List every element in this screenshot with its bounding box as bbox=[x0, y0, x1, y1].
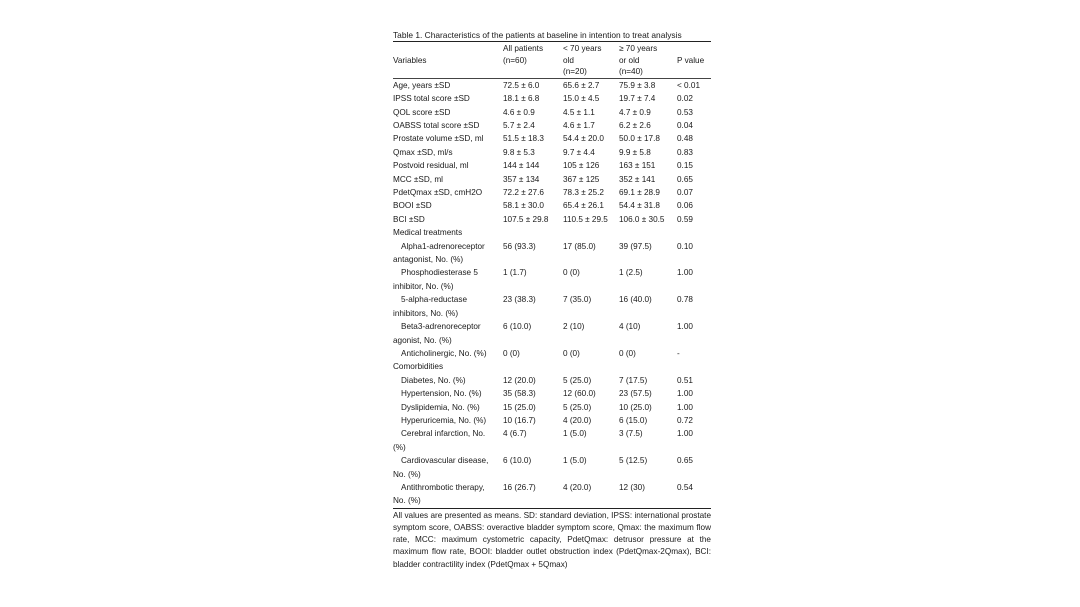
header-cell bbox=[393, 42, 503, 55]
cell-p-value: 1.00 bbox=[677, 268, 693, 278]
empty-cell bbox=[503, 280, 563, 293]
cell-under-70: 17 (85.0) bbox=[563, 241, 596, 251]
cell-all-patients: 15 (25.0) bbox=[503, 402, 536, 412]
cell-under-70: 4 (20.0) bbox=[563, 482, 592, 492]
cell-70-or-older: 23 (57.5) bbox=[619, 389, 652, 399]
empty-cell bbox=[563, 494, 619, 507]
cell-p-value: 0.72 bbox=[677, 415, 693, 425]
cell-under-70: 15.0 ± 4.5 bbox=[563, 94, 600, 104]
cell-all-patients: 16 (26.7) bbox=[503, 482, 536, 492]
empty-cell bbox=[503, 334, 563, 347]
cell-70-or-older: 50.0 ± 17.8 bbox=[619, 134, 660, 144]
row-label: OABSS total score ±SD bbox=[393, 121, 480, 130]
empty-cell bbox=[619, 307, 677, 320]
cell-p-value: 0.48 bbox=[677, 134, 693, 144]
cell-all-patients: 107.5 ± 29.8 bbox=[503, 214, 549, 224]
cell-all-patients: 56 (93.3) bbox=[503, 241, 536, 251]
empty-cell bbox=[677, 441, 711, 454]
row-label-continued: (%) bbox=[393, 442, 406, 452]
header-lt70-line1: < 70 years bbox=[563, 44, 602, 53]
cell-all-patients: 5.7 ± 2.4 bbox=[503, 121, 535, 130]
cell-p-value: 0.53 bbox=[677, 107, 693, 117]
cell-70-or-older: 1 (2.5) bbox=[619, 268, 643, 278]
cell-under-70: 367 ± 125 bbox=[563, 174, 600, 184]
cell-under-70: 78.3 ± 25.2 bbox=[563, 188, 604, 198]
section-heading-medical: Medical treatments bbox=[393, 228, 463, 238]
table-body bbox=[393, 79, 711, 508]
empty-cell bbox=[503, 307, 563, 320]
cell-p-value: < 0.01 bbox=[677, 80, 700, 90]
cell-under-70: 0 (0) bbox=[563, 268, 580, 278]
header-cell bbox=[677, 66, 711, 78]
table-row bbox=[393, 132, 711, 145]
cell-p-value: 1.00 bbox=[677, 389, 693, 399]
table-row bbox=[393, 293, 711, 306]
cell-under-70: 0 (0) bbox=[563, 348, 580, 358]
empty-cell bbox=[619, 334, 677, 347]
cell-70-or-older: 163 ± 151 bbox=[619, 161, 656, 171]
cell-p-value: 0.15 bbox=[677, 161, 693, 171]
header-ge70-line1: ≥ 70 years bbox=[619, 44, 658, 53]
header-p-value: P value bbox=[677, 55, 705, 65]
table-row bbox=[393, 253, 711, 266]
table-row bbox=[393, 173, 711, 186]
cell-all-patients: 9.8 ± 5.3 bbox=[503, 147, 535, 157]
row-label: MCC ±SD, ml bbox=[393, 174, 443, 184]
cell-70-or-older: 39 (97.5) bbox=[619, 241, 652, 251]
empty-cell bbox=[619, 280, 677, 293]
table-row bbox=[393, 334, 711, 347]
row-label: Cardiovascular disease, bbox=[401, 456, 489, 466]
row-label-continued: inhibitor, No. (%) bbox=[393, 281, 454, 291]
table-row bbox=[393, 468, 711, 481]
cell-p-value: 0.78 bbox=[677, 295, 693, 305]
header-all-line2: (n=60) bbox=[503, 55, 527, 65]
cell-under-70: 105 ± 126 bbox=[563, 161, 600, 171]
empty-cell bbox=[677, 253, 711, 266]
cell-all-patients: 6 (10.0) bbox=[503, 322, 532, 332]
table-row bbox=[393, 307, 711, 320]
cell-all-patients: 12 (20.0) bbox=[503, 375, 536, 385]
empty-cell bbox=[677, 334, 711, 347]
table-row bbox=[393, 226, 711, 239]
cell-all-patients: 72.2 ± 27.6 bbox=[503, 188, 544, 198]
cell-70-or-older: 0 (0) bbox=[619, 348, 636, 358]
empty-cell bbox=[503, 226, 563, 239]
cell-all-patients: 72.5 ± 6.0 bbox=[503, 80, 540, 90]
cell-p-value: - bbox=[677, 348, 680, 358]
empty-cell bbox=[677, 360, 711, 373]
header-all-line1: All patients bbox=[503, 44, 544, 53]
table-row bbox=[393, 240, 711, 253]
table-row bbox=[393, 401, 711, 414]
cell-under-70: 65.6 ± 2.7 bbox=[563, 80, 600, 90]
cell-under-70: 5 (25.0) bbox=[563, 375, 592, 385]
cell-p-value: 0.83 bbox=[677, 147, 693, 157]
cell-all-patients: 6 (10.0) bbox=[503, 456, 532, 466]
cell-70-or-older: 16 (40.0) bbox=[619, 295, 652, 305]
cell-all-patients: 144 ± 144 bbox=[503, 161, 540, 171]
cell-p-value: 0.10 bbox=[677, 241, 693, 251]
empty-cell bbox=[503, 494, 563, 507]
cell-p-value: 0.65 bbox=[677, 456, 693, 466]
header-lt70-line3: (n=20) bbox=[563, 67, 587, 77]
empty-cell bbox=[619, 360, 677, 373]
table-row bbox=[393, 387, 711, 400]
cell-all-patients: 357 ± 134 bbox=[503, 174, 540, 184]
header-variables: Variables bbox=[393, 55, 427, 65]
cell-p-value: 0.65 bbox=[677, 174, 693, 184]
row-label: Dyslipidemia, No. (%) bbox=[401, 402, 480, 412]
cell-p-value: 0.04 bbox=[677, 121, 693, 130]
row-label: IPSS total score ±SD bbox=[393, 94, 470, 104]
row-label: QOL score ±SD bbox=[393, 107, 451, 117]
table-row bbox=[393, 441, 711, 454]
cell-70-or-older: 10 (25.0) bbox=[619, 402, 652, 412]
table-row bbox=[393, 159, 711, 172]
row-label: Antithrombotic therapy, bbox=[401, 482, 485, 492]
cell-p-value: 0.59 bbox=[677, 214, 693, 224]
table-title: Table 1. Characteristics of the patients at baseline in intention to treat analysis bbox=[393, 30, 682, 40]
cell-p-value: 0.51 bbox=[677, 375, 693, 385]
row-label: BCI ±SD bbox=[393, 214, 425, 224]
cell-all-patients: 4 (6.7) bbox=[503, 429, 527, 439]
cell-p-value: 0.07 bbox=[677, 188, 693, 198]
header-ge70-line2: or old bbox=[619, 55, 640, 65]
table-row bbox=[393, 146, 711, 159]
empty-cell bbox=[677, 494, 711, 507]
empty-cell bbox=[677, 280, 711, 293]
row-label: Hypertension, No. (%) bbox=[401, 389, 482, 399]
row-label: 5-alpha-reductase bbox=[401, 295, 467, 305]
table-row bbox=[393, 494, 711, 507]
cell-70-or-older: 3 (7.5) bbox=[619, 429, 643, 439]
cell-all-patients: 10 (16.7) bbox=[503, 415, 536, 425]
cell-under-70: 54.4 ± 20.0 bbox=[563, 134, 604, 144]
row-label: Hyperuricemia, No. (%) bbox=[401, 415, 487, 425]
empty-cell bbox=[619, 441, 677, 454]
empty-cell bbox=[619, 494, 677, 507]
cell-70-or-older: 6 (15.0) bbox=[619, 415, 648, 425]
cell-all-patients: 51.5 ± 18.3 bbox=[503, 134, 544, 144]
cell-under-70: 4.5 ± 1.1 bbox=[563, 107, 595, 117]
cell-70-or-older: 7 (17.5) bbox=[619, 375, 648, 385]
cell-70-or-older: 6.2 ± 2.6 bbox=[619, 121, 651, 130]
cell-all-patients: 35 (58.3) bbox=[503, 389, 536, 399]
row-label: Phosphodiesterase 5 bbox=[401, 268, 478, 278]
cell-p-value: 1.00 bbox=[677, 402, 693, 412]
empty-cell bbox=[503, 253, 563, 266]
empty-cell bbox=[563, 280, 619, 293]
cell-70-or-older: 12 (30) bbox=[619, 482, 645, 492]
cell-p-value: 0.06 bbox=[677, 201, 693, 211]
section-heading-comorbidities: Comorbidities bbox=[393, 362, 444, 372]
empty-cell bbox=[677, 226, 711, 239]
cell-p-value: 1.00 bbox=[677, 322, 693, 332]
empty-cell bbox=[619, 253, 677, 266]
header-ge70-line3: (n=40) bbox=[619, 67, 643, 77]
row-label: BOOI ±SD bbox=[393, 201, 432, 211]
table-row bbox=[393, 280, 711, 293]
cell-70-or-older: 69.1 ± 28.9 bbox=[619, 188, 660, 198]
table-row bbox=[393, 92, 711, 105]
characteristics-table-body bbox=[393, 79, 711, 508]
empty-cell bbox=[563, 468, 619, 481]
table-row bbox=[393, 320, 711, 333]
row-label-continued: No. (%) bbox=[393, 496, 421, 506]
table-header bbox=[393, 42, 711, 78]
row-label: Postvoid residual, ml bbox=[393, 161, 469, 171]
empty-cell bbox=[677, 307, 711, 320]
cell-70-or-older: 352 ± 141 bbox=[619, 174, 656, 184]
row-label-continued: antagonist, No. (%) bbox=[393, 255, 464, 265]
cell-under-70: 4.6 ± 1.7 bbox=[563, 121, 595, 130]
empty-cell bbox=[563, 360, 619, 373]
cell-under-70: 2 (10) bbox=[563, 322, 585, 332]
cell-70-or-older: 4.7 ± 0.9 bbox=[619, 107, 651, 117]
empty-cell bbox=[563, 441, 619, 454]
row-label: Alpha1-adrenoreceptor bbox=[401, 241, 485, 251]
cell-under-70: 4 (20.0) bbox=[563, 415, 592, 425]
cell-p-value: 0.54 bbox=[677, 482, 693, 492]
row-label-continued: No. (%) bbox=[393, 469, 421, 479]
cell-all-patients: 0 (0) bbox=[503, 348, 520, 358]
cell-all-patients: 18.1 ± 6.8 bbox=[503, 94, 540, 104]
table-row bbox=[393, 186, 711, 199]
table-row bbox=[393, 414, 711, 427]
header-cell bbox=[677, 42, 711, 55]
empty-cell bbox=[563, 334, 619, 347]
table-row bbox=[393, 106, 711, 119]
row-label: PdetQmax ±SD, cmH2O bbox=[393, 188, 483, 198]
cell-all-patients: 4.6 ± 0.9 bbox=[503, 107, 535, 117]
cell-under-70: 1 (5.0) bbox=[563, 456, 587, 466]
characteristics-table bbox=[393, 42, 711, 78]
row-label: Prostate volume ±SD, ml bbox=[393, 134, 484, 144]
cell-under-70: 9.7 ± 4.4 bbox=[563, 147, 595, 157]
table-row bbox=[393, 266, 711, 279]
table-row bbox=[393, 119, 711, 132]
table-row bbox=[393, 374, 711, 387]
cell-under-70: 7 (35.0) bbox=[563, 295, 592, 305]
row-label-continued: agonist, No. (%) bbox=[393, 335, 452, 345]
table-row bbox=[393, 360, 711, 373]
empty-cell bbox=[619, 468, 677, 481]
header-cell bbox=[503, 66, 563, 78]
empty-cell bbox=[563, 253, 619, 266]
bottom-rule bbox=[393, 508, 711, 509]
empty-cell bbox=[563, 307, 619, 320]
cell-p-value: 0.02 bbox=[677, 94, 693, 104]
cell-p-value: 1.00 bbox=[677, 429, 693, 439]
cell-70-or-older: 4 (10) bbox=[619, 322, 641, 332]
empty-cell bbox=[619, 226, 677, 239]
row-label: Qmax ±SD, ml/s bbox=[393, 147, 453, 157]
empty-cell bbox=[677, 468, 711, 481]
row-label-continued: inhibitors, No. (%) bbox=[393, 308, 459, 318]
empty-cell bbox=[503, 360, 563, 373]
empty-cell bbox=[563, 226, 619, 239]
cell-under-70: 12 (60.0) bbox=[563, 389, 596, 399]
table-row bbox=[393, 454, 711, 467]
cell-under-70: 5 (25.0) bbox=[563, 402, 592, 412]
row-label: Age, years ±SD bbox=[393, 80, 451, 90]
table-row bbox=[393, 79, 711, 92]
header-lt70-line2: old bbox=[563, 55, 574, 65]
row-label: Cerebral infarction, No. bbox=[401, 429, 486, 439]
table-row bbox=[393, 427, 711, 440]
header-cell bbox=[393, 66, 503, 78]
cell-70-or-older: 19.7 ± 7.4 bbox=[619, 94, 656, 104]
cell-70-or-older: 5 (12.5) bbox=[619, 456, 648, 466]
table-row bbox=[393, 347, 711, 360]
cell-under-70: 1 (5.0) bbox=[563, 429, 587, 439]
cell-70-or-older: 54.4 ± 31.8 bbox=[619, 201, 660, 211]
table-footnote: All values are presented as means. SD: standard deviation, IPSS: international prostate symptom score, OABSS: overactive bladder symptom score, Qmax: the maximum flow rate, MCC: maximum cystometric capacity, PdetQmax: detrusor pressure at the maximum flow rate, BOOI: bladder outlet obstruction index (PdetQmax-2Qmax), BCI: bladder contractility index (PdetQmax + 5Qmax) bbox=[393, 510, 711, 569]
row-label: Anticholinergic, No. (%) bbox=[401, 348, 487, 358]
table-row bbox=[393, 199, 711, 212]
cell-70-or-older: 106.0 ± 30.5 bbox=[619, 214, 665, 224]
cell-all-patients: 23 (38.3) bbox=[503, 295, 536, 305]
cell-70-or-older: 75.9 ± 3.8 bbox=[619, 80, 656, 90]
cell-70-or-older: 9.9 ± 5.8 bbox=[619, 147, 651, 157]
table-row bbox=[393, 481, 711, 494]
cell-under-70: 65.4 ± 26.1 bbox=[563, 201, 604, 211]
table-document bbox=[393, 29, 711, 571]
empty-cell bbox=[503, 468, 563, 481]
row-label: Diabetes, No. (%) bbox=[401, 375, 466, 385]
table-row bbox=[393, 213, 711, 226]
cell-under-70: 110.5 ± 29.5 bbox=[563, 214, 608, 224]
cell-all-patients: 58.1 ± 30.0 bbox=[503, 201, 544, 211]
cell-all-patients: 1 (1.7) bbox=[503, 268, 527, 278]
empty-cell bbox=[503, 441, 563, 454]
row-label: Beta3-adrenoreceptor bbox=[401, 322, 481, 332]
